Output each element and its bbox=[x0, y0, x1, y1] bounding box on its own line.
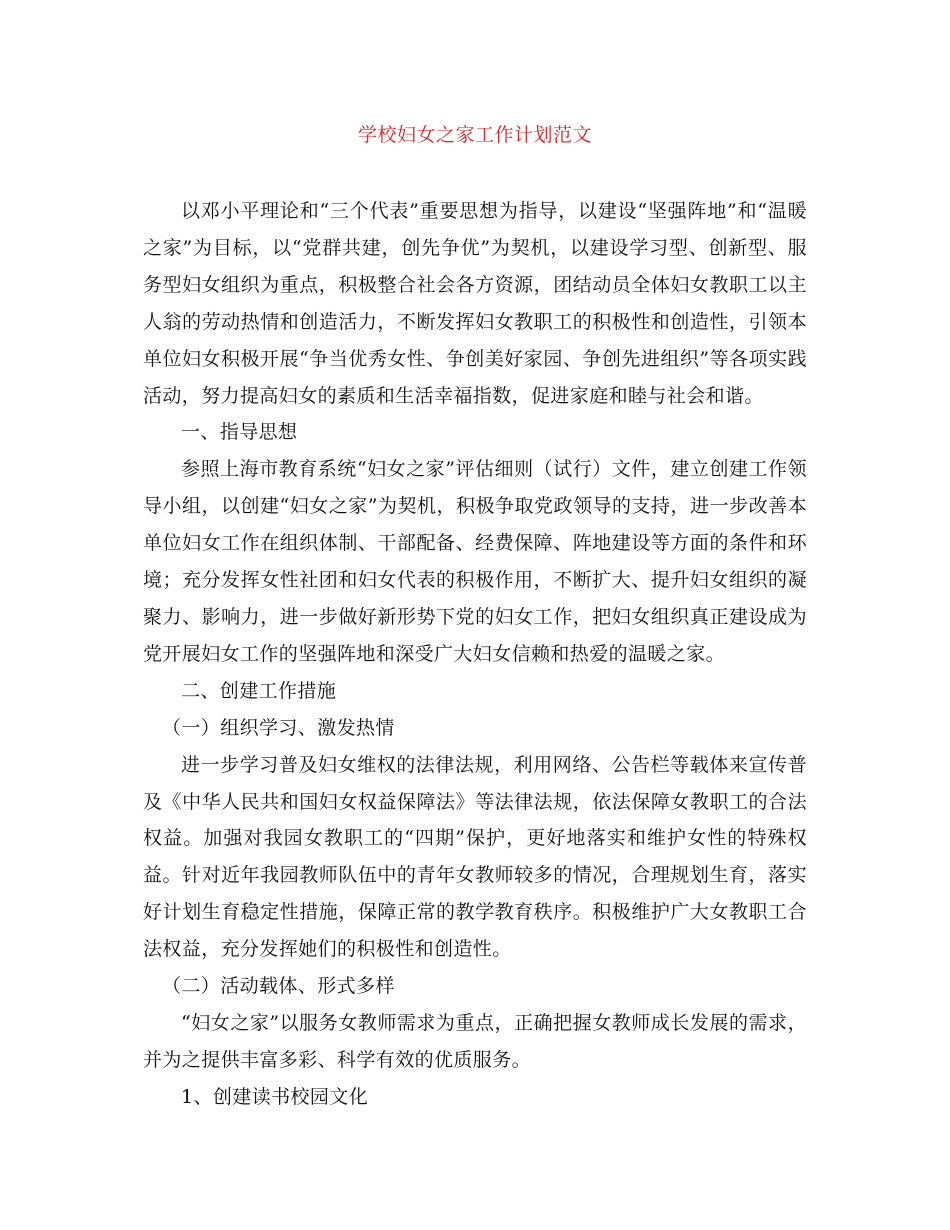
guiding-ideology-paragraph: 参照上海市教育系统“妇女之家”评估细则（试行）文件，建立创建工作领导小组，以创建“妇女之家”为契机，积极争取党政领导的支持，进一步改善本单位妇女工作在组织体制、干部配备、经费保障、阵地建设等方面的条件和环境；充分发挥女性社团和妇女代表的积极作用，不断扩大、提升妇女组织的凝聚力、影响力，进一步做好新形势下党的妇女工作，把妇女组织真正建设成为党开展妇女工作的坚强阵地和深受广大妇女信赖和热爱的温暖之家。 bbox=[143, 458, 807, 665]
document-title: 学校妇女之家工作计划范文 bbox=[357, 124, 592, 146]
section-heading-guiding-ideology: 一、指导思想 bbox=[181, 421, 298, 444]
subsection-heading-activities: （二）活动载体、形式多样 bbox=[162, 975, 395, 998]
subsection-heading-study: （一）组织学习、激发热情 bbox=[162, 716, 395, 739]
section-heading-measures: 二、创建工作措施 bbox=[181, 679, 337, 702]
study-paragraph: 进一步学习普及妇女维权的法律法规，利用网络、公告栏等载体来宣传普及《中华人民共和国妇女权益保障法》等法律法规，依法保障女教职工的合法权益。加强对我园女教职工的“四期”保护，更好地落实和维护女性的特殊权益。针对近年我园教师队伍中的青年女教师较多的情况，合理规划生育，落实好计划生育稳定性措施，保障正常的教学教育秩序。积极维护广大女教职工合法权益，充分发挥她们的积极性和创造性。 bbox=[143, 753, 807, 961]
intro-paragraph: 以邓小平理论和“三个代表”重要思想为指导，以建设“坚强阵地”和“温暖之家”为目标，以“党群共建，创先争优”为契机，以建设学习型、创新型、服务型妇女组织为重点，积极整合社会各方资源，团结动员全体妇女教职工以主人翁的劳动热情和创造活力，不断发挥妇女教职工的积极性和创造性，引领本单位妇女积极开展“争当优秀女性、争创美好家园、争创先进组织”等各项实践活动，努力提高妇女的素质和生活幸福指数，促进家庭和睦与社会和谐。 bbox=[143, 200, 807, 407]
activities-paragraph: “妇女之家”以服务女教师需求为重点，正确把握女教师成长发展的需求，并为之提供丰富多彩、科学有效的优质服务。 bbox=[143, 1011, 807, 1071]
document-body bbox=[143, 193, 807, 1116]
item-heading-reading-culture: 1、创建读书校园文化 bbox=[181, 1085, 369, 1108]
